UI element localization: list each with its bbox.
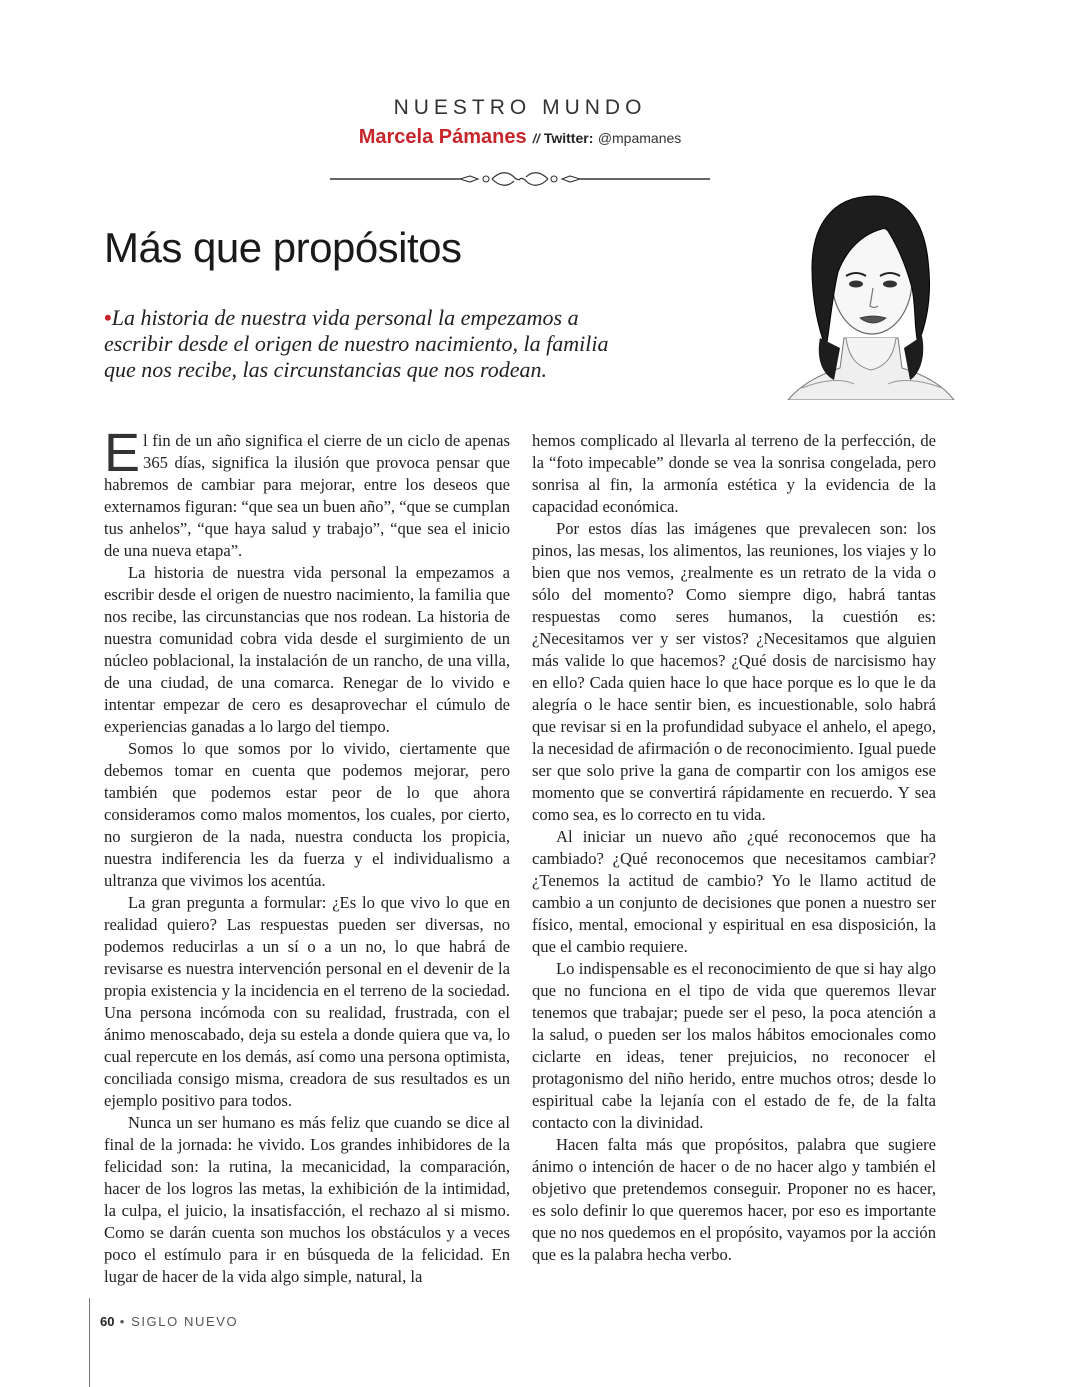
byline-separator: // <box>532 131 540 146</box>
ornamental-divider-icon <box>330 170 710 188</box>
page-number: 60 <box>100 1314 115 1329</box>
publication-name: SIGLO NUEVO <box>131 1314 239 1329</box>
twitter-label: Twitter: <box>543 130 594 146</box>
page-footer <box>100 1314 238 1329</box>
section-name: NUESTRO MUNDO <box>393 96 647 119</box>
paragraph: hemos complicado al llevarla al terreno de la perfección, de la “foto impecable” donde se vea la sonrisa congelada, pero sonrisa al fin, la armonía estética y la evidencia de la capacidad económica. <box>532 431 936 516</box>
drop-cap: E <box>104 423 141 483</box>
footer-dot: • <box>119 1314 126 1329</box>
section-header <box>330 96 710 149</box>
paragraph: Por estos días las imágenes que prevalecen son: los pinos, las mesas, los alimentos, las reuniones, los viajes y lo bien que nos vemos, ¿realmente es un retrato de la vida o sólo del momento? Como siempre digo, habrá tantas respuestas como seres humanos, la cuestión es: ¿Necesitamos ver y ser vistos? ¿Necesitamos que alguien más valide lo que hacemos? ¿Qué dosis de narcisismo hay en ello? Cada quien hace lo que hace porque es lo que le da alegría o le hace sentir bien, es incuestionable, solo habrá que revisar si en la profundidad subyace el anhelo, el apego, la necesidad de afirmación o de reconocimiento. Igual puede ser que solo prive la gana de compartir con los amigos ese momento que se convertirá rápidamente en recuerdo. Y sea como sea, es lo correcto en tu vida. <box>532 519 936 824</box>
article-column-left <box>104 423 510 1288</box>
paragraph: La gran pregunta a formular: ¿Es lo que vivo lo que en realidad quiero? Las respuestas pueden ser diversas, no podemos reducirlas a un sí o a un no, lo que habrá de revisarse es nuestra intervención personal en el devenir de la propia existencia y la incidencia en el terreno de la sociedad. Una persona incómoda con su realidad, frustrada, con el ánimo menoscabado, deja su estela a donde quiera que va, lo cual repercute en los demás, así como una persona optimista, conciliada consigo misma, creadora de sus resultados es un ejemplo positivo para todos. <box>104 893 510 1110</box>
footer-rule <box>89 1298 90 1387</box>
twitter-handle: @mpamanes <box>597 130 682 146</box>
paragraph <box>104 423 510 562</box>
article-lede <box>104 305 619 383</box>
author-portrait-sketch <box>782 188 960 400</box>
paragraph: Hacen falta más que propósitos, palabra que sugiere ánimo o intención de hacer o de no hacer algo y también el objetivo que pretendemos conseguir. Proponer no es hacer, es solo definir lo que queremos hacer, por eso es importante que no nos quedemos en el propósito, vayamos por la acción que es la palabra hecha verbo. <box>532 1135 936 1264</box>
paragraph: Lo indispensable es el reconocimiento de que si hay algo que no funciona en el tipo de vida que queremos llevar tenemos que trabajar; puede ser el peso, la poca atención a la salud, o pueden ser los malos hábitos emocionales como ciclarte en ideas, tener prejuicios, no reconocer el protagonismo del niño herido, entre muchos otros; desde lo espiritual cabe la lejanía con el estado de fe, de la falta contacto con la divinidad. <box>532 959 936 1132</box>
paragraph: Al iniciar un nuevo año ¿qué reconocemos que ha cambiado? ¿Qué reconocemos que necesitamos cambiar? ¿Tenemos la actitud de cambio? Yo le llamo actitud de cambio a un conjunto de decisiones que ponen a nuestro ser físico, mental, emocional y espiritual en esa disposición, la que el cambio requiere. <box>532 827 936 956</box>
author-name: Marcela Pámanes <box>358 126 527 148</box>
paragraph: La historia de nuestra vida personal la empezamos a escribir desde el origen de nuestro nacimiento, la familia que nos recibe, las circunstancias que nos rodean. La historia de nuestra comunidad cobra vida desde el surgimiento de un núcleo poblacional, la instalación de un rancho, de una villa, de una ciudad, de una comarca. Renegar de lo vivido e intentar empezar de cero es desaprovechar el cúmulo de experiencias ganadas a lo largo del tiempo. <box>104 563 510 736</box>
article-title: Más que propósitos <box>104 224 462 271</box>
paragraph-text: l fin de un año significa el cierre de un ciclo de apenas 365 días, significa la ilusión que provoca pensar que habremos de cambiar para mejorar, entre los deseos que externamos figuran: “que sea un buen año”, “que se cumplan tus anhelos”, “que haya salud y trabajo”, “que sea el inicio de una nueva etapa”. <box>104 431 510 560</box>
paragraph: Nunca un ser humano es más feliz que cuando se dice al final de la jornada: he vivido. Los grandes inhibidores de la felicidad son: la rutina, la mecanicidad, la comparación, hacer de los logros las metas, la exhibición de la intimidad, la culpa, el juicio, la insatisfacción, el rechazo al si mismo. Como se darán cuenta son muchos los obstáculos y a veces poco el estímulo para ir en búsqueda de la felicidad. En lugar de hacer de la vida algo simple, natural, la <box>104 1113 510 1286</box>
byline <box>330 126 710 149</box>
article-column-right <box>532 430 936 1266</box>
lede-text: La historia de nuestra vida personal la empezamos a escribir desde el origen de nuestro nacimiento, la familia que nos recibe, las circunstancias que nos rodean. <box>104 305 609 382</box>
paragraph: Somos lo que somos por lo vivido, ciertamente que debemos tomar en cuenta que podemos mejorar, pero también que podemos estar peor de lo que ahora consideramos como malos momentos, los cuales, por cierto, no surgieron de la nada, nuestra conducta los propicia, nuestra indiferencia les da fuerza y el individualismo a ultranza que vivimos los acentúa. <box>104 739 510 890</box>
lede-bullet: • <box>104 305 112 330</box>
